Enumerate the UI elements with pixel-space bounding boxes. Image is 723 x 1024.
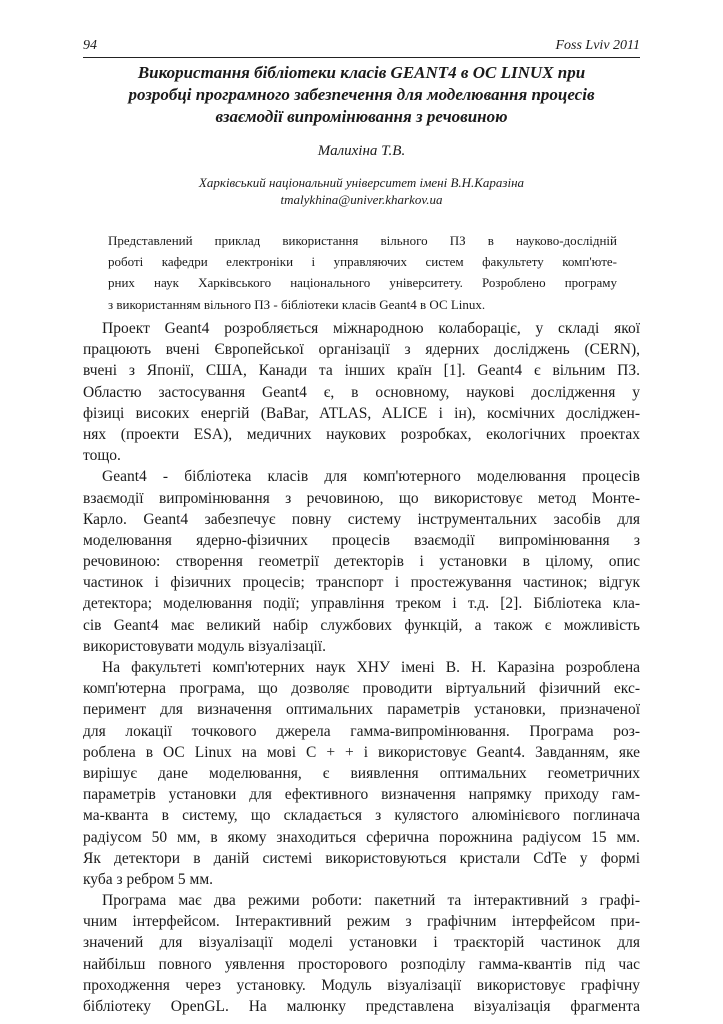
body-line: ма-кванта в систему, що складається з кулястого алюмінієвого поглинача: [83, 807, 640, 825]
body-line: вчені з Японії, США, Канади та інших країн [1]. Geant4 є вільним ПЗ.: [83, 362, 640, 380]
body-line: перимент для визначення оптимальних параметрів установки, призначеної: [83, 701, 640, 719]
body-line: чним інтерфейсом. Інтерактивний режим з графічним інтерфейсом при-: [83, 913, 640, 931]
paragraph: [83, 318, 640, 466]
body-line: частинок і фізичних процесів; транспорт і простежування частинок; відгук: [83, 574, 640, 592]
body-line: сів Geant4 має великий набір службових функцій, а також є можливість: [83, 616, 640, 634]
body-line: для локації точкового джерела гамма-випромінювання. Програма роз-: [83, 722, 640, 740]
paper-title: [83, 62, 640, 128]
body-line: роблена в ОС Linux на мові С + + і використовує Geant4. Завданням, яке: [83, 743, 640, 761]
body-line: Програма має два режими роботи: пакетний та інтерактивний з графі-: [102, 892, 640, 910]
affiliation-block: [83, 174, 640, 208]
body-line: вирішує дане моделювання, є виявлення оптимальних геометричних: [83, 764, 640, 782]
body-line: тощо.: [83, 447, 121, 465]
body-line: використовувати модуль візуалізації.: [83, 637, 326, 655]
paragraph: [83, 466, 640, 657]
abstract-line: роботі кафедри електроніки і управляючих систем факультету комп'юте-: [108, 254, 617, 270]
body-line: речовиною: створення геометрії детекторів і установки в цілому, опис: [83, 553, 640, 571]
body-text: [83, 318, 640, 1017]
body-line: фізиці високих енергій (BaBar, ATLAS, ALICE і ін), космічних досліджен-: [83, 404, 640, 422]
body-line: значений для візуалізації моделі установки і траєкторій частинок для: [83, 934, 640, 952]
abstract-line: рних наук Харківського національного університету. Розроблено програму: [108, 275, 617, 291]
paragraph: [83, 890, 640, 1017]
body-line: Проект Geant4 розробляється міжнародною колабораціє, у складі якої: [102, 320, 640, 337]
body-line: проходження через установку. Модуль візуалізації використовує графічну: [83, 976, 640, 994]
body-line: комп'ютерна програма, що дозволяє проводити віртуальний фізичний екс-: [83, 680, 640, 698]
affiliation: Харківський національний університет імені В.Н.Каразіна: [198, 175, 525, 190]
header-divider: [83, 57, 640, 58]
body-line: параметрів установки для ефективного визначення напрямку приходу гам-: [83, 786, 640, 804]
author-name: Малихіна Т.В.: [317, 143, 406, 159]
body-line: радіусом 50 мм, в якому знаходиться сферична порожнина радіусом 15 мм.: [83, 828, 640, 846]
body-line: Як детектори в даній системі використовуються кристали CdTe у формі: [83, 849, 640, 867]
title-line: взаємодії випромінювання з речовиною: [215, 107, 508, 126]
abstract-line: Представлений приклад використання вільного ПЗ в науково-дослідній: [108, 233, 617, 248]
author-email: tmalykhina@univer.kharkov.ua: [280, 192, 443, 207]
body-line: куба з ребром 5 мм.: [83, 870, 214, 888]
body-line: На факультеті комп'ютерних наук ХНУ імені В. Н. Каразіна розроблена: [102, 659, 640, 676]
body-line: моделювання ядерно-фізичних процесів взаємодії випромінювання з: [83, 531, 640, 549]
body-line: працюють вчені Європейської організації з ядерних досліджень (CERN),: [83, 341, 640, 359]
body-line: Geant4 - бібліотека класів для комп'ютерного моделювання процесів: [102, 468, 640, 486]
conference-name: Foss Lviv 2011: [555, 38, 640, 53]
paragraph: [83, 657, 640, 890]
page-number: 94: [83, 38, 97, 53]
body-line: взаємодії випромінювання з речовиною, що використовує метод Монте-: [83, 489, 640, 507]
body-line: Областю застосування Geant4 є, в основному, наукові дослідження у: [83, 383, 640, 401]
running-header: [83, 38, 640, 58]
title-line: Використання бібліотеки класів GEANT4 в ОС LINUX при: [137, 63, 586, 82]
body-line: детектора; моделювання події; управління треком і т.д. [2]. Бібліотека кла-: [83, 595, 640, 613]
body-line: найбільш повного уявлення просторового розподілу гамма-квантів під час: [83, 955, 640, 973]
body-line: нях (проекти ESA), медичних наукових розробках, екологічних проектах: [83, 425, 640, 443]
title-line: розробці програмного забезпечення для моделювання процесів: [128, 85, 595, 104]
body-line: бібліотеку OpenGL. На малюнку представлена візуалізація фрагмента: [83, 998, 640, 1015]
abstract-line: з використанням вільного ПЗ - бібліотеки класів Geant4 в ОС Linux.: [108, 296, 486, 312]
abstract: [108, 232, 617, 317]
body-line: Карло. Geant4 забезпечує повну систему інструментальних засобів для: [83, 510, 640, 528]
